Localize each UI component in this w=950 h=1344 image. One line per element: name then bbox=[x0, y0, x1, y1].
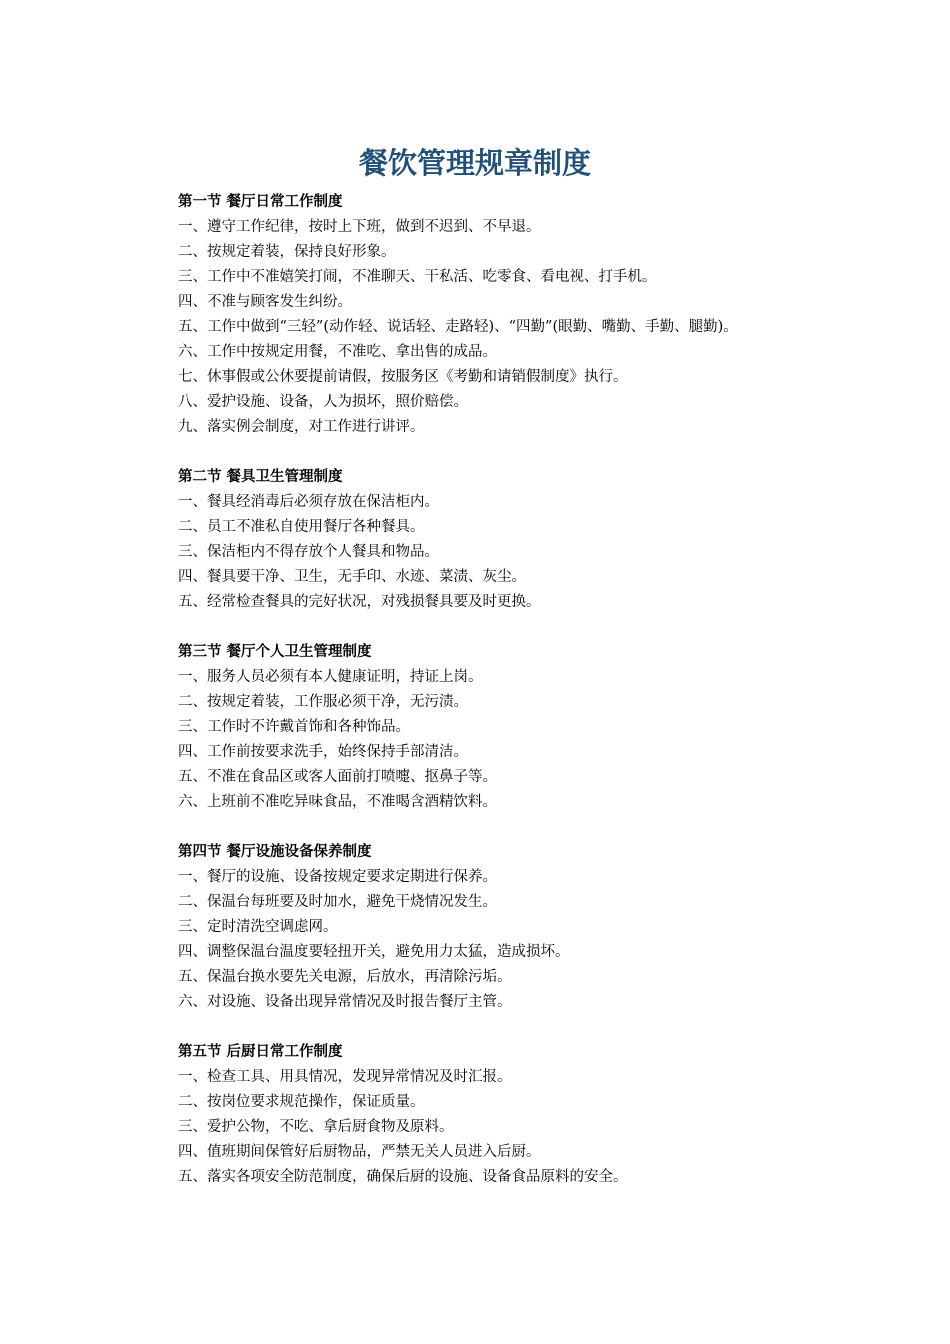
rule-item: 五、落实各项安全防范制度，确保后厨的设施、设备食品原料的安全。 bbox=[178, 1169, 628, 1185]
rule-item: 一、遵守工作纪律，按时上下班，做到不迟到、不早退。 bbox=[178, 219, 541, 235]
rule-item: 七、休事假或公休要提前请假，按服务区《考勤和请销假制度》执行。 bbox=[178, 369, 628, 385]
document-body bbox=[145, 190, 817, 1215]
rule-item: 六、上班前不准吃异味食品，不准喝含酒精饮料。 bbox=[178, 794, 497, 810]
section-1 bbox=[145, 190, 817, 440]
rule-item: 四、调整保温台温度要轻扭开关，避免用力太猛，造成损坏。 bbox=[178, 944, 570, 960]
rule-item: 五、不准在食品区或客人面前打喷嚏、抠鼻子等。 bbox=[178, 769, 497, 785]
rule-item: 五、经常检查餐具的完好状况，对残损餐具要及时更换。 bbox=[178, 594, 541, 610]
rule-item: 四、工作前按要求洗手，始终保持手部清洁。 bbox=[178, 744, 468, 760]
rule-item: 六、对设施、设备出现异常情况及时报告餐厅主管。 bbox=[178, 994, 512, 1010]
section-5 bbox=[145, 1040, 817, 1190]
rule-item: 二、保温台每班要及时加水，避免干烧情况发生。 bbox=[178, 894, 497, 910]
section-heading: 第一节 餐厅日常工作制度 bbox=[178, 194, 343, 210]
section-3 bbox=[145, 640, 817, 815]
rule-item: 三、定时清洗空调虑网。 bbox=[178, 919, 338, 935]
rule-item: 二、按规定着装，工作服必须干净，无污渍。 bbox=[178, 694, 468, 710]
rule-item: 九、落实例会制度，对工作进行讲评。 bbox=[178, 419, 425, 435]
rule-item: 五、保温台换水要先关电源，后放水，再清除污垢。 bbox=[178, 969, 512, 985]
section-heading: 第二节 餐具卫生管理制度 bbox=[178, 469, 343, 485]
rule-item: 二、员工不准私自使用餐厅各种餐具。 bbox=[178, 519, 425, 535]
section-heading: 第三节 餐厅个人卫生管理制度 bbox=[178, 644, 372, 660]
section-4 bbox=[145, 840, 817, 1015]
rule-item: 二、按岗位要求规范操作，保证质量。 bbox=[178, 1094, 425, 1110]
rule-item: 三、工作时不许戴首饰和各种饰品。 bbox=[178, 719, 410, 735]
section-heading: 第四节 餐厅设施设备保养制度 bbox=[178, 844, 372, 860]
rule-item: 一、检查工具、用具情况，发现异常情况及时汇报。 bbox=[178, 1069, 512, 1085]
rule-item: 八、爱护设施、设备，人为损坏，照价赔偿。 bbox=[178, 394, 468, 410]
rule-item: 一、餐厅的设施、设备按规定要求定期进行保养。 bbox=[178, 869, 497, 885]
rule-item: 一、服务人员必须有本人健康证明，持证上岗。 bbox=[178, 669, 483, 685]
rule-item: 五、工作中做到“三轻”(动作轻、说话轻、走路轻)、“四勤”(眼勤、嘴勤、手勤、腿勤)。 bbox=[178, 319, 738, 335]
rule-item: 三、保洁柜内不得存放个人餐具和物品。 bbox=[178, 544, 439, 560]
rule-item: 一、餐具经消毒后必须存放在保洁柜内。 bbox=[178, 494, 439, 510]
section-heading: 第五节 后厨日常工作制度 bbox=[178, 1044, 343, 1060]
document-title: 餐饮管理规章制度 bbox=[358, 146, 591, 180]
rule-item: 三、爱护公物，不吃、拿后厨食物及原料。 bbox=[178, 1119, 454, 1135]
rule-item: 四、餐具要干净、卫生，无手印、水迹、菜渍、灰尘。 bbox=[178, 569, 526, 585]
rule-item: 四、值班期间保管好后厨物品，严禁无关人员进入后厨。 bbox=[178, 1144, 541, 1160]
rule-item: 四、不准与顾客发生纠纷。 bbox=[178, 294, 352, 310]
rule-item: 二、按规定着装，保持良好形象。 bbox=[178, 244, 396, 260]
section-2 bbox=[145, 465, 817, 615]
rule-item: 三、工作中不准嬉笑打闹，不准聊天、干私活、吃零食、看电视、打手机。 bbox=[178, 269, 657, 285]
rule-item: 六、工作中按规定用餐，不准吃、拿出售的成品。 bbox=[178, 344, 497, 360]
